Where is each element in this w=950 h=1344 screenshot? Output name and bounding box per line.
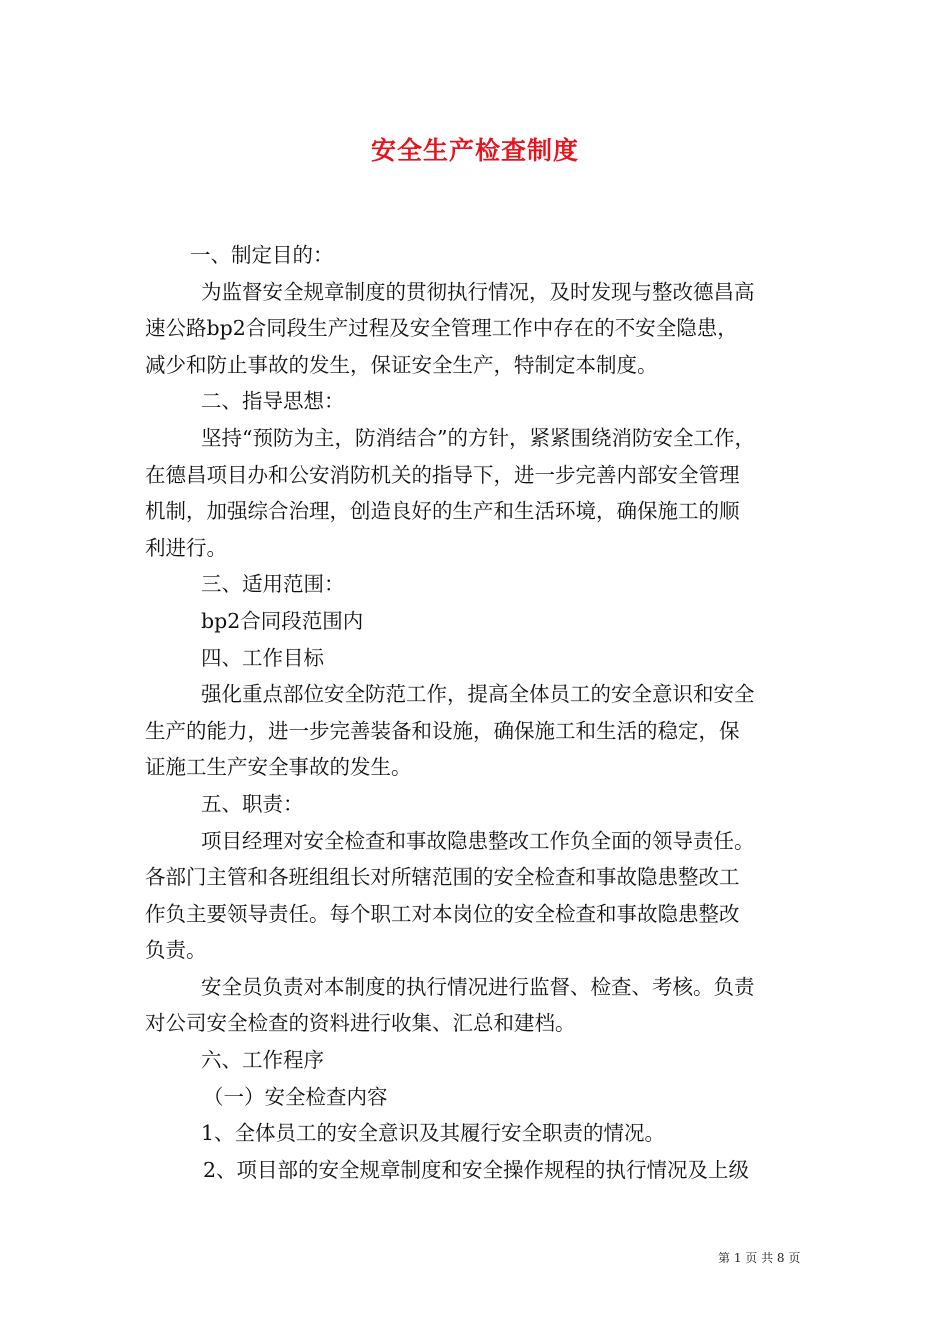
document-body [145, 237, 825, 1188]
paragraph-line: 证施工生产安全事故的发生。 [145, 755, 412, 780]
paragraph-line: bp2合同段范围内 [201, 608, 364, 633]
paragraph-line: 机制，加强综合治理，创造良好的生产和生活环境，确保施工的顺 [145, 499, 740, 524]
paragraph-line: 1、全体员工的安全意识及其履行安全职责的情况。 [201, 1121, 666, 1146]
paragraph-line: 三、适用范围： [201, 572, 345, 597]
paragraph-line: 六、工作程序 [201, 1048, 324, 1073]
paragraph-line: 一、制定目的： [190, 243, 334, 267]
document-title: 安全生产检查制度 [370, 136, 579, 165]
paragraph-line: 减少和防止事故的发生，保证安全生产，特制定本制度。 [145, 352, 658, 377]
paragraph-line: 项目经理对安全检查和事故隐患整改工作负全面的领导责任。 [201, 828, 755, 853]
paragraph-line: 为监督安全规章制度的贯彻执行情况，及时发现与整改德昌高 [201, 279, 755, 304]
paragraph-line: 负责。 [145, 938, 207, 963]
paragraph-line: 2、项目部的安全规章制度和安全操作规程的执行情况及上级 [203, 1157, 750, 1182]
paragraph-line: 利进行。 [145, 535, 227, 560]
page-footer: 第 1 页 共 8 页 [718, 1251, 801, 1265]
paragraph-line: 四、工作目标 [201, 645, 324, 670]
paragraph-line: 强化重点部位安全防范工作，提高全体员工的安全意识和安全 [201, 682, 755, 707]
paragraph-line: 安全员负责对本制度的执行情况进行监督、检查、考核。负责 [201, 974, 755, 999]
paragraph-line: 对公司安全检查的资料进行收集、汇总和建档。 [145, 1011, 576, 1036]
paragraph-line: 速公路bp2合同段生产过程及安全管理工作中存在的不安全隐患， [145, 316, 738, 341]
paragraph-line: 二、指导思想： [201, 389, 345, 414]
paragraph-line: 生产的能力，进一步完善装备和设施，确保施工和生活的稳定，保 [145, 718, 740, 743]
paragraph-line: 坚持“预防为主，防消结合”的方针，紧紧围绕消防安全工作， [201, 425, 755, 450]
paragraph-line: 五、职责： [201, 791, 304, 816]
paragraph-line: （一）安全检查内容 [203, 1084, 388, 1109]
paragraph-line: 在德昌项目办和公安消防机关的指导下，进一步完善内部安全管理 [145, 462, 740, 487]
paragraph-line: 各部门主管和各班组组长对所辖范围的安全检查和事故隐患整改工 [145, 865, 740, 890]
paragraph-line: 作负主要领导责任。每个职工对本岗位的安全检查和事故隐患整改 [145, 901, 740, 926]
